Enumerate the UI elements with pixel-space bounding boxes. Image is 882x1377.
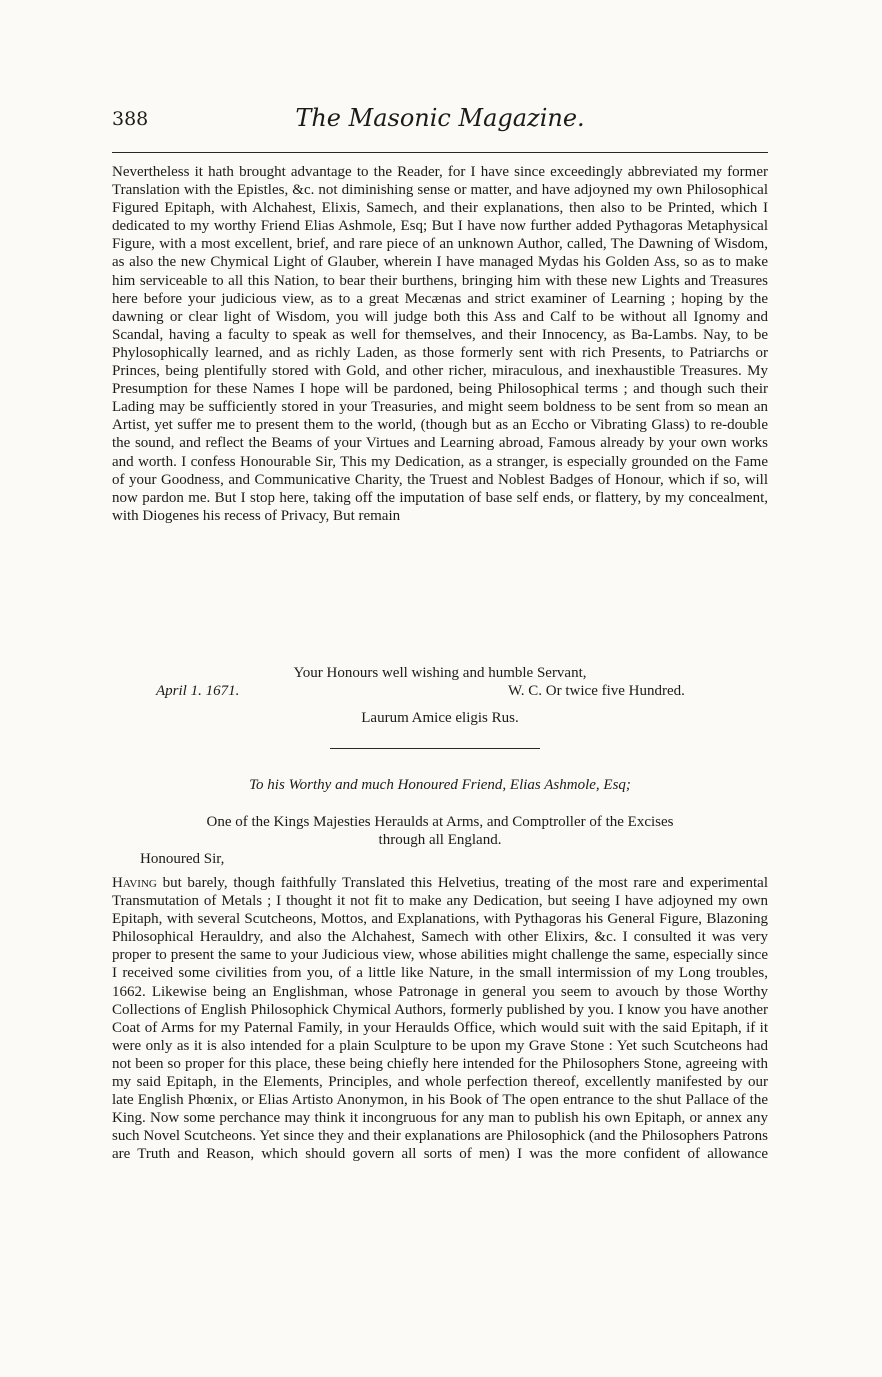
closing-servant: Your Honours well wishing and humble Servant,: [293, 665, 587, 681]
dedication-body-text: but barely, though faithfully Translated this Helvetius, treating of the most rare and experimental Transmutation of Metals ; I thought it not fit to make any Dedication, but seeing I have adjoyned my own Epitaph, with several Scutcheons, Mottos, and Explanations, with Pythagoras his General Figure, Blazoning Philosophical Herauldry, and also the Alchahest, Samech with other Elixirs, &c. I consulted it was very proper to present the same to your Judicious view, whose abilities might challenge the same, especially since I received some civilities from you, of a little like Nature, in the small intermission of my Long troubles, 1662. Likewise being an Englishman, whose Patronage in general you seem to avouch by those Worthy Collections of English Philosophick Chymical Authors, formerly published by you. I know you have another Coat of Arms for my Paternal Family, in your Heraulds Office, which would suit with the said Epitaph, if it were only as it is also intended for a plain Sculpture to be upon my Grave Stone : Yet such Scutcheons had not been so proper for this place, these being chiefly here intended for the Philosophers Stone, agreeing with my said Epitaph, in the Elements, Principles, and whole perfection thereof, excellently manifested by our late English Phœnix, or Elias Artisto Anonymon, in his Book of The open entrance to the shut Pallace of the King. Now some perchance may think it incongruous for any man to publish his own Epitaph, or annex any such Novel Scutcheons. Yet since they and their explanations are Philosophick (and the Philosophers Patrons are Truth and Reason, which should govern all sorts of men) I was the more confident of allowance: [112, 875, 769, 1163]
page-header: [112, 100, 768, 140]
closing-date: April 1. 1671.: [156, 683, 240, 699]
salutation: Honoured Sir,: [140, 851, 225, 867]
closing-signature: W. C. Or twice five Hundred.: [508, 683, 685, 699]
page-number: 388: [112, 108, 149, 130]
header-rule: [112, 152, 768, 153]
closing-motto: Laurum Amice eligis Rus.: [361, 710, 519, 726]
running-title: The Masonic Magazine.: [295, 104, 585, 132]
section-divider: [330, 748, 540, 749]
dedication-title: To his Worthy and much Honoured Friend, Elias Ashmole, Esq;: [249, 777, 631, 793]
dedication-subtitle-line2: through all England.: [378, 832, 502, 848]
opening-word: Having: [112, 875, 157, 891]
dedication-body: [112, 874, 768, 1164]
dedication-subtitle-line1: One of the Kings Majesties Heraulds at Arms, and Comptroller of the Excises: [206, 814, 674, 830]
body-paragraph: Nevertheless it hath brought advantage to the Reader, for I have since exceedingly abbreviated my former Translation with the Epistles, &c. not diminishing sense or matter, and have adjoyned my own Philosophical Figured Epitaph, with Alchahest, Elixis, Samech, and their explanations, then also to be Printed, which I dedicated to my worthy Friend Elias Ashmole, Esq; But I have now further added Pythagoras Metaphysical Figure, with a most excellent, brief, and rare piece of an unknown Author, called, The Dawning of Wisdom, as also the new Chymical Light of Glauber, wherein I have managed Mydas his Golden Ass, so as to make him serviceable to all this Nation, to bear their burthens, bringing him with these new Lights and Treasures here before your judicious view, as to a great Mecænas and strict examiner of Learning ; hoping by the dawning or clear light of Wisdom, you will judge both this Ass and Calf to be without all Ignomy and Scandal, having a faculty to speak as well for themselves, and their Innocency, as Ba-Lambs. Nay, to be Phylosophically learned, and as richly Laden, as those formerly sent with rich Presents, to Patriarchs or Princes, being plentifully stored with Gold, and other richer, miraculous, and inexhaustible Treasures. My Presumption for these Names I hope will be pardoned, being Philosophical terms ; and though such their Lading may be sufficiently stored in your Treasuries, and might seem boldness to be sent from so mean an Artist, yet suffer me to present them to the world, (though but as an Eccho or Vibrating Glass) to re-double the sound, and reflect the Beams of your Virtues and Learning abroad, Famous already by your own works and worth. I confess Honourable Sir, This my Dedication, as a stranger, is especially grounded on the Fame of your Goodness, and Communicative Charity, the Truest and Noblest Badges of Honour, which if so, will now pardon me. But I stop here, taking off the imputation of base self ends, or flattery, by my concealment, with Diogenes his recess of Privacy, But remain: [112, 164, 768, 524]
